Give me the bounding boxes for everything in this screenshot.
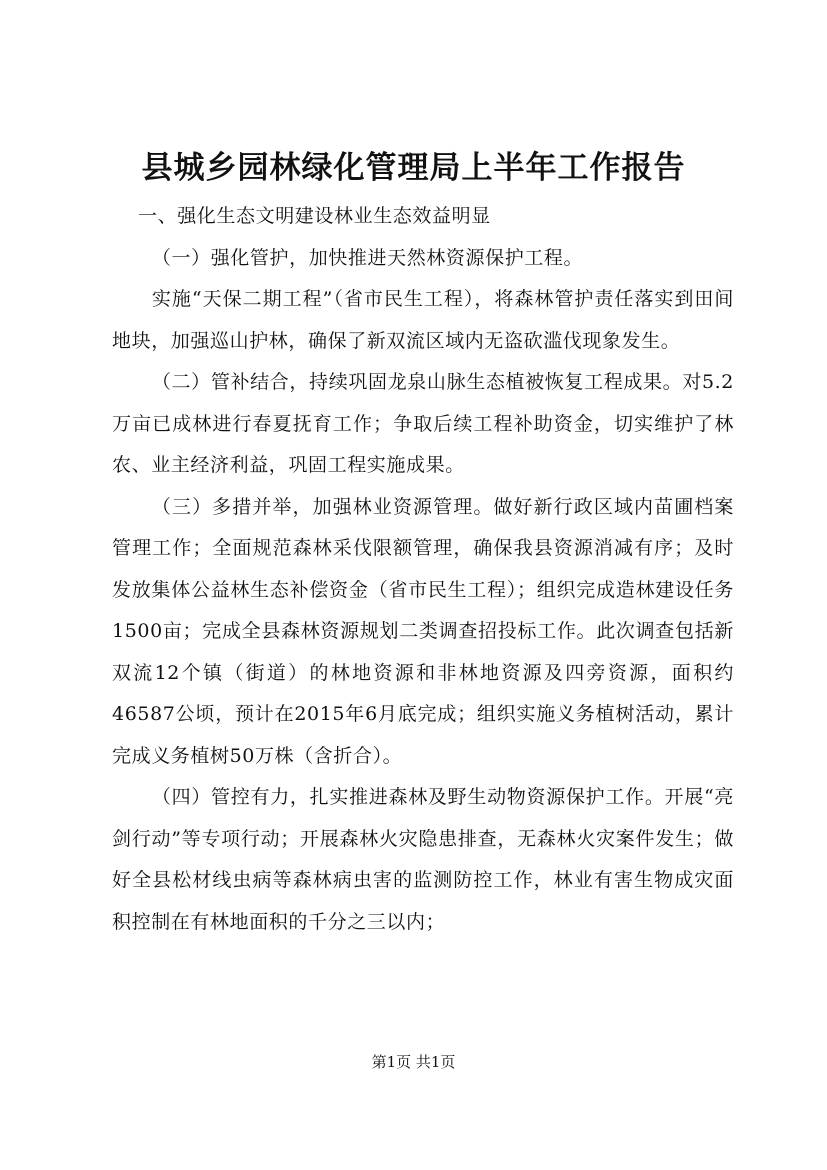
- paragraph-3: （三）多措并举，加强林业资源管理。做好新行政区域内苗圃档案管理工作；全面规范森林采伐限额管理，确保我县资源消减有序；及时发放集体公益林生态补偿资金（省市民生工程）；组织完成造林建设任务1500亩；完成全县森林资源规划二类调查招投标工作。此次调查包括新双流12个镇（街道）的林地资源和非林地资源及四旁资源，面积约46587公顷，预计在2015年6月底完成；组织实施义务植树活动，累计完成义务植树50万株（含折合）。: [112, 495, 734, 767]
- page-footer: 第1页 共1页: [371, 1053, 456, 1071]
- paragraph-subheading-1: （一）强化管护，加快推进天然林资源保护工程。: [151, 246, 584, 269]
- paragraph-1: 实施“天保二期工程”（省市民生工程），将森林管护责任落实到田间地块，加强巡山护林，确保了新双流区域内无盗砍滥伐现象发生。: [112, 288, 734, 352]
- section-heading: 一、强化生态文明建设林业生态效益明显: [138, 205, 491, 227]
- document-body: [112, 196, 734, 943]
- document-title: 县城乡园林绿化管理局上半年工作报告: [141, 150, 686, 186]
- paragraph-4: （四）管控有力，扎实推进森林及野生动物资源保护工作。开展“亮剑行动”等专项行动；开展森林火灾隐患排查，无森林火灾案件发生；做好全县松材线虫病等森林病虫害的监测防控工作，林业有害生物成灾面积控制在有林地面积的千分之三以内；: [112, 786, 734, 933]
- paragraph-2: （二）管补结合，持续巩固龙泉山脉生态植被恢复工程成果。对5.2万亩已成林进行春夏抚育工作；争取后续工程补助资金，切实维护了林农、业主经济利益，巩固工程实施成果。: [112, 371, 734, 476]
